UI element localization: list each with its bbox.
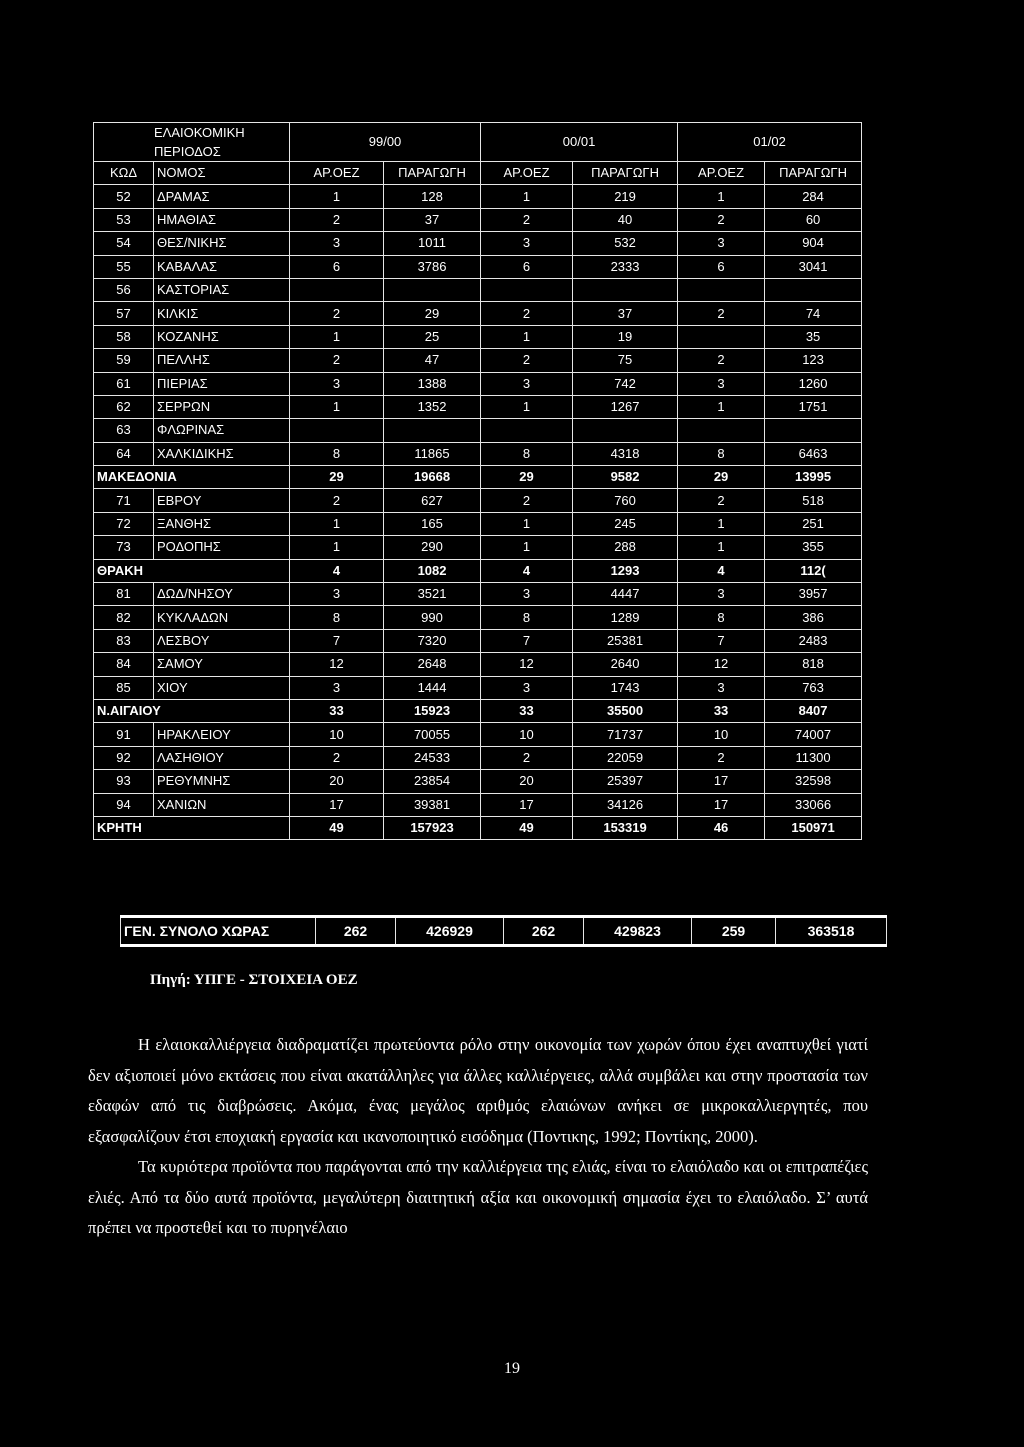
page-number: 19 bbox=[504, 1360, 520, 1377]
coops-count-cell: 10 bbox=[678, 723, 765, 746]
prefecture-name: ΠΕΛΛΗΣ bbox=[154, 349, 290, 372]
production-cell: 518 bbox=[765, 489, 862, 512]
coops-count-cell: 17 bbox=[678, 770, 765, 793]
coops-count-cell: 3 bbox=[678, 372, 765, 395]
table-row bbox=[94, 770, 862, 793]
prefecture-code: 72 bbox=[94, 512, 154, 535]
coops-count-cell: 2 bbox=[290, 746, 384, 769]
coops-count-cell: 2 bbox=[481, 208, 573, 231]
coops-count-cell: 1 bbox=[481, 512, 573, 535]
prefecture-code: 52 bbox=[94, 185, 154, 208]
production-cell: 9582 bbox=[573, 466, 678, 489]
table-row bbox=[94, 746, 862, 769]
production-cell: 1444 bbox=[384, 676, 481, 699]
production-cell: 37 bbox=[573, 302, 678, 325]
production-cell: 818 bbox=[765, 653, 862, 676]
production-cell: 19668 bbox=[384, 466, 481, 489]
col-header-coops-1: ΑΡ.ΟΕΖ bbox=[290, 162, 384, 185]
coops-count-cell: 2 bbox=[678, 746, 765, 769]
prefecture-name: ΕΒΡΟΥ bbox=[154, 489, 290, 512]
coops-count-cell: 3 bbox=[481, 583, 573, 606]
grand-total-value: 262 bbox=[504, 917, 584, 946]
production-cell: 22059 bbox=[573, 746, 678, 769]
prefecture-name: ΘΕΣ/ΝΙΚΗΣ bbox=[154, 232, 290, 255]
coops-count-cell: 6 bbox=[290, 255, 384, 278]
region-subtotal-row bbox=[94, 699, 862, 722]
table-source-note: Πηγή: ΥΠΓΕ - ΣΤΟΙΧΕΙΑ ΟΕΖ bbox=[150, 972, 358, 988]
table-row bbox=[94, 419, 862, 442]
coops-count-cell: 2 bbox=[290, 349, 384, 372]
prefecture-name: ΚΙΛΚΙΣ bbox=[154, 302, 290, 325]
grand-total-value: 363518 bbox=[776, 917, 887, 946]
prefecture-code: 64 bbox=[94, 442, 154, 465]
coops-count-cell bbox=[678, 325, 765, 348]
production-cell: 288 bbox=[573, 536, 678, 559]
prefecture-code: 55 bbox=[94, 255, 154, 278]
coops-count-cell: 4 bbox=[481, 559, 573, 582]
coops-count-cell: 2 bbox=[678, 489, 765, 512]
coops-count-cell: 12 bbox=[290, 653, 384, 676]
production-cell: 11865 bbox=[384, 442, 481, 465]
coops-count-cell: 4 bbox=[678, 559, 765, 582]
table-row bbox=[94, 606, 862, 629]
table-row bbox=[94, 232, 862, 255]
table-row bbox=[94, 536, 862, 559]
coops-count-cell: 7 bbox=[678, 629, 765, 652]
production-cell: 760 bbox=[573, 489, 678, 512]
region-subtotal-row bbox=[94, 559, 862, 582]
coops-count-cell: 8 bbox=[678, 442, 765, 465]
col-header-prefecture: ΝΟΜΟΣ bbox=[154, 162, 290, 185]
coops-count-cell: 1 bbox=[678, 536, 765, 559]
prefecture-code: 91 bbox=[94, 723, 154, 746]
prefecture-name: ΧΑΛΚΙΔΙΚΗΣ bbox=[154, 442, 290, 465]
production-cell: 153319 bbox=[573, 816, 678, 839]
production-cell: 904 bbox=[765, 232, 862, 255]
coops-count-cell: 20 bbox=[481, 770, 573, 793]
production-cell: 3521 bbox=[384, 583, 481, 606]
table-row bbox=[94, 629, 862, 652]
production-cell: 165 bbox=[384, 512, 481, 535]
coops-count-cell: 3 bbox=[481, 372, 573, 395]
coops-count-cell: 1 bbox=[290, 185, 384, 208]
col-header-production-2: ΠΑΡΑΓΩΓΗ bbox=[573, 162, 678, 185]
production-cell: 15923 bbox=[384, 699, 481, 722]
prefecture-code: 84 bbox=[94, 653, 154, 676]
coops-count-cell bbox=[290, 419, 384, 442]
production-cell: 386 bbox=[765, 606, 862, 629]
coops-count-cell: 2 bbox=[481, 489, 573, 512]
coops-count-cell: 1 bbox=[481, 536, 573, 559]
prefecture-name: ΛΑΣΗΘΙΟΥ bbox=[154, 746, 290, 769]
olive-coop-table-wrapper bbox=[93, 122, 861, 840]
production-cell: 7320 bbox=[384, 629, 481, 652]
production-cell: 2483 bbox=[765, 629, 862, 652]
production-cell: 355 bbox=[765, 536, 862, 559]
production-cell: 33066 bbox=[765, 793, 862, 816]
coops-count-cell: 29 bbox=[481, 466, 573, 489]
production-cell: 219 bbox=[573, 185, 678, 208]
coops-count-cell: 10 bbox=[290, 723, 384, 746]
coops-count-cell: 3 bbox=[678, 232, 765, 255]
grand-total-table bbox=[120, 915, 887, 947]
production-cell: 25397 bbox=[573, 770, 678, 793]
coops-count-cell: 3 bbox=[290, 676, 384, 699]
production-cell bbox=[765, 278, 862, 301]
production-cell: 532 bbox=[573, 232, 678, 255]
production-cell: 1388 bbox=[384, 372, 481, 395]
production-cell: 71737 bbox=[573, 723, 678, 746]
production-cell: 23854 bbox=[384, 770, 481, 793]
coops-count-cell bbox=[678, 278, 765, 301]
col-header-code: ΚΩΔ bbox=[94, 162, 154, 185]
prefecture-name: ΡΟΔΟΠΗΣ bbox=[154, 536, 290, 559]
coops-count-cell: 2 bbox=[481, 746, 573, 769]
grand-total-label: ΓΕΝ. ΣΥΝΟΛΟ ΧΩΡΑΣ bbox=[121, 917, 316, 946]
coops-count-cell: 7 bbox=[290, 629, 384, 652]
production-cell: 157923 bbox=[384, 816, 481, 839]
prefecture-name: ΛΕΣΒΟΥ bbox=[154, 629, 290, 652]
coops-count-cell: 29 bbox=[290, 466, 384, 489]
prefecture-code: 82 bbox=[94, 606, 154, 629]
table-row bbox=[94, 255, 862, 278]
prefecture-code: 58 bbox=[94, 325, 154, 348]
coops-count-cell: 20 bbox=[290, 770, 384, 793]
prefecture-name: ΚΥΚΛΑΔΩΝ bbox=[154, 606, 290, 629]
production-cell: 150971 bbox=[765, 816, 862, 839]
coops-count-cell: 6 bbox=[678, 255, 765, 278]
production-cell: 1352 bbox=[384, 395, 481, 418]
prefecture-code: 59 bbox=[94, 349, 154, 372]
coops-count-cell: 1 bbox=[678, 395, 765, 418]
prefecture-name: ΧΙΟΥ bbox=[154, 676, 290, 699]
production-cell: 2333 bbox=[573, 255, 678, 278]
production-cell: 24533 bbox=[384, 746, 481, 769]
table-row bbox=[94, 372, 862, 395]
production-cell: 1289 bbox=[573, 606, 678, 629]
table-row bbox=[94, 278, 862, 301]
coops-count-cell: 10 bbox=[481, 723, 573, 746]
production-cell: 245 bbox=[573, 512, 678, 535]
production-cell: 1751 bbox=[765, 395, 862, 418]
production-cell: 284 bbox=[765, 185, 862, 208]
prefecture-code: 83 bbox=[94, 629, 154, 652]
coops-count-cell: 49 bbox=[290, 816, 384, 839]
coops-count-cell: 3 bbox=[678, 583, 765, 606]
prefecture-code: 71 bbox=[94, 489, 154, 512]
production-cell bbox=[573, 278, 678, 301]
coops-count-cell: 1 bbox=[678, 185, 765, 208]
body-text bbox=[88, 1030, 868, 1244]
coops-count-cell: 3 bbox=[678, 676, 765, 699]
production-cell: 251 bbox=[765, 512, 862, 535]
col-header-coops-2: ΑΡ.ΟΕΖ bbox=[481, 162, 573, 185]
coops-count-cell: 1 bbox=[290, 325, 384, 348]
production-cell: 25 bbox=[384, 325, 481, 348]
production-cell: 8407 bbox=[765, 699, 862, 722]
coops-count-cell: 2 bbox=[290, 489, 384, 512]
production-cell: 1267 bbox=[573, 395, 678, 418]
prefecture-code: 57 bbox=[94, 302, 154, 325]
prefecture-code: 61 bbox=[94, 372, 154, 395]
coops-count-cell: 2 bbox=[481, 302, 573, 325]
paragraph-1: Η ελαιοκαλλιέργεια διαδραματίζει πρωτεύοντα ρόλο στην οικονομία των χωρών όπου έχει αναπτυχθεί γιατί δεν αξιοποιεί μόνο εκτάσεις που είναι ακατάλληλες για άλλες καλλιέργειες, αλλά συμβάλει και στην προστασία των εδαφών από τις διαβρώσεις. Ακόμα, ένας μεγάλος αριθμός ελαιώνων ανήκει σε μικροκαλλιεργητές, που εξασφαλίζουν έτσι εποχιακή εργασία και ικανοποιητικό εισόδημα (Ποντικης, 1992; Ποντίκης, 2000). bbox=[88, 1035, 868, 1146]
col-header-production-3: ΠΑΡΑΓΩΓΗ bbox=[765, 162, 862, 185]
production-cell: 290 bbox=[384, 536, 481, 559]
production-cell: 2640 bbox=[573, 653, 678, 676]
grand-total-value: 429823 bbox=[584, 917, 692, 946]
production-cell: 60 bbox=[765, 208, 862, 231]
prefecture-code: 54 bbox=[94, 232, 154, 255]
coops-count-cell: 49 bbox=[481, 816, 573, 839]
region-subtotal-row bbox=[94, 816, 862, 839]
coops-count-cell: 3 bbox=[481, 232, 573, 255]
coops-count-cell: 2 bbox=[290, 208, 384, 231]
production-cell: 74007 bbox=[765, 723, 862, 746]
coops-count-cell: 33 bbox=[481, 699, 573, 722]
coops-count-cell: 2 bbox=[678, 302, 765, 325]
coops-count-cell: 3 bbox=[290, 372, 384, 395]
coops-count-cell bbox=[481, 278, 573, 301]
production-cell: 1293 bbox=[573, 559, 678, 582]
prefecture-code: 85 bbox=[94, 676, 154, 699]
prefecture-name: ΗΡΑΚΛΕΙΟΥ bbox=[154, 723, 290, 746]
table-title-line1: ΕΛΑΙΟΚΟΜΙΚΗ bbox=[154, 125, 245, 140]
prefecture-name: ΡΕΘΥΜΝΗΣ bbox=[154, 770, 290, 793]
production-cell: 29 bbox=[384, 302, 481, 325]
production-cell: 39381 bbox=[384, 793, 481, 816]
table-row bbox=[94, 349, 862, 372]
table-row bbox=[94, 442, 862, 465]
region-name: ΚΡΗΤΗ bbox=[94, 816, 290, 839]
coops-count-cell: 1 bbox=[290, 395, 384, 418]
coops-count-cell bbox=[290, 278, 384, 301]
prefecture-code: 63 bbox=[94, 419, 154, 442]
col-header-coops-3: ΑΡ.ΟΕΖ bbox=[678, 162, 765, 185]
production-cell: 40 bbox=[573, 208, 678, 231]
coops-count-cell: 8 bbox=[678, 606, 765, 629]
production-cell: 3957 bbox=[765, 583, 862, 606]
prefecture-code: 62 bbox=[94, 395, 154, 418]
production-cell: 34126 bbox=[573, 793, 678, 816]
production-cell: 1082 bbox=[384, 559, 481, 582]
prefecture-name: ΣΑΜΟΥ bbox=[154, 653, 290, 676]
col-header-production-1: ΠΑΡΑΓΩΓΗ bbox=[384, 162, 481, 185]
coops-count-cell: 1 bbox=[290, 512, 384, 535]
prefecture-code: 56 bbox=[94, 278, 154, 301]
production-cell: 70055 bbox=[384, 723, 481, 746]
table-row bbox=[94, 793, 862, 816]
production-cell: 1011 bbox=[384, 232, 481, 255]
production-cell: 74 bbox=[765, 302, 862, 325]
period-header-2: 00/01 bbox=[481, 123, 678, 162]
prefecture-name: ΚΑΣΤΟΡΙΑΣ bbox=[154, 278, 290, 301]
prefecture-code: 93 bbox=[94, 770, 154, 793]
prefecture-code: 81 bbox=[94, 583, 154, 606]
table-row bbox=[94, 723, 862, 746]
grand-total-value: 426929 bbox=[396, 917, 504, 946]
production-cell: 128 bbox=[384, 185, 481, 208]
prefecture-name: ΧΑΝΙΩΝ bbox=[154, 793, 290, 816]
prefecture-name: ΚΟΖΑΝΗΣ bbox=[154, 325, 290, 348]
table-header-row-periods bbox=[94, 123, 862, 162]
prefecture-name: ΦΛΩΡΙΝΑΣ bbox=[154, 419, 290, 442]
table-row bbox=[94, 676, 862, 699]
production-cell: 4447 bbox=[573, 583, 678, 606]
paragraph-2: Τα κυριότερα προϊόντα που παράγονται από την καλλιέργεια της ελιάς, είναι το ελαιόλαδο και οι επιτραπέζιες ελιές. Από τα δύο αυτά προϊόντα, μεγαλύτερη διαιτητική αξία και οικονομική σημασία έχει το ελαιόλαδο. Σ’ αυτά πρέπει να προστεθεί και το πυρηνέλαιο bbox=[88, 1157, 868, 1237]
production-cell: 1743 bbox=[573, 676, 678, 699]
production-cell: 47 bbox=[384, 349, 481, 372]
production-cell: 35 bbox=[765, 325, 862, 348]
coops-count-cell: 8 bbox=[481, 606, 573, 629]
prefecture-name: ΗΜΑΘΙΑΣ bbox=[154, 208, 290, 231]
coops-count-cell: 33 bbox=[678, 699, 765, 722]
table-row bbox=[94, 583, 862, 606]
production-cell bbox=[573, 419, 678, 442]
table-row bbox=[94, 395, 862, 418]
production-cell: 13995 bbox=[765, 466, 862, 489]
coops-count-cell bbox=[678, 419, 765, 442]
coops-count-cell: 1 bbox=[678, 512, 765, 535]
production-cell: 1260 bbox=[765, 372, 862, 395]
production-cell: 742 bbox=[573, 372, 678, 395]
coops-count-cell: 3 bbox=[290, 232, 384, 255]
production-cell bbox=[384, 419, 481, 442]
coops-count-cell: 6 bbox=[481, 255, 573, 278]
production-cell: 6463 bbox=[765, 442, 862, 465]
coops-count-cell: 4 bbox=[290, 559, 384, 582]
production-cell: 4318 bbox=[573, 442, 678, 465]
prefecture-name: ΔΩΔ/ΝΗΣΟΥ bbox=[154, 583, 290, 606]
production-cell: 11300 bbox=[765, 746, 862, 769]
grand-total-value: 259 bbox=[692, 917, 776, 946]
production-cell: 3041 bbox=[765, 255, 862, 278]
coops-count-cell: 8 bbox=[481, 442, 573, 465]
region-subtotal-row bbox=[94, 466, 862, 489]
table-row bbox=[94, 653, 862, 676]
prefecture-code: 53 bbox=[94, 208, 154, 231]
production-cell: 112( bbox=[765, 559, 862, 582]
coops-count-cell: 2 bbox=[678, 349, 765, 372]
production-cell: 990 bbox=[384, 606, 481, 629]
region-name: Ν.ΑΙΓΑΙΟΥ bbox=[94, 699, 290, 722]
coops-count-cell: 46 bbox=[678, 816, 765, 839]
prefecture-name: ΚΑΒΑΛΑΣ bbox=[154, 255, 290, 278]
table-body bbox=[94, 185, 862, 840]
table-row bbox=[94, 208, 862, 231]
table-title-cell bbox=[94, 123, 290, 162]
production-cell: 3786 bbox=[384, 255, 481, 278]
table-row bbox=[94, 512, 862, 535]
production-cell bbox=[384, 278, 481, 301]
coops-count-cell: 12 bbox=[481, 653, 573, 676]
production-cell: 763 bbox=[765, 676, 862, 699]
coops-count-cell: 2 bbox=[678, 208, 765, 231]
coops-count-cell: 1 bbox=[481, 395, 573, 418]
coops-count-cell: 17 bbox=[678, 793, 765, 816]
prefecture-code: 94 bbox=[94, 793, 154, 816]
prefecture-code: 73 bbox=[94, 536, 154, 559]
production-cell: 32598 bbox=[765, 770, 862, 793]
coops-count-cell: 8 bbox=[290, 606, 384, 629]
grand-total-value: 262 bbox=[316, 917, 396, 946]
coops-count-cell: 1 bbox=[481, 325, 573, 348]
coops-count-cell: 17 bbox=[290, 793, 384, 816]
period-header-3: 01/02 bbox=[678, 123, 862, 162]
coops-count-cell: 7 bbox=[481, 629, 573, 652]
coops-count-cell: 17 bbox=[481, 793, 573, 816]
coops-count-cell: 3 bbox=[481, 676, 573, 699]
table-row bbox=[94, 185, 862, 208]
production-cell: 37 bbox=[384, 208, 481, 231]
prefecture-name: ΔΡΑΜΑΣ bbox=[154, 185, 290, 208]
coops-count-cell: 29 bbox=[678, 466, 765, 489]
prefecture-name: ΞΑΝΘΗΣ bbox=[154, 512, 290, 535]
production-cell: 19 bbox=[573, 325, 678, 348]
table-row bbox=[94, 302, 862, 325]
coops-count-cell bbox=[481, 419, 573, 442]
grand-total-row bbox=[121, 917, 887, 946]
table-row bbox=[94, 325, 862, 348]
table-row bbox=[94, 489, 862, 512]
coops-count-cell: 12 bbox=[678, 653, 765, 676]
table-header-row-columns bbox=[94, 162, 862, 185]
production-cell: 35500 bbox=[573, 699, 678, 722]
coops-count-cell: 1 bbox=[290, 536, 384, 559]
region-name: ΘΡΑΚΗ bbox=[94, 559, 290, 582]
olive-coop-table bbox=[93, 122, 862, 840]
production-cell: 75 bbox=[573, 349, 678, 372]
production-cell: 123 bbox=[765, 349, 862, 372]
coops-count-cell: 1 bbox=[481, 185, 573, 208]
production-cell: 627 bbox=[384, 489, 481, 512]
coops-count-cell: 8 bbox=[290, 442, 384, 465]
coops-count-cell: 2 bbox=[290, 302, 384, 325]
prefecture-name: ΣΕΡΡΩΝ bbox=[154, 395, 290, 418]
coops-count-cell: 3 bbox=[290, 583, 384, 606]
region-name: ΜΑΚΕΔΟΝΙΑ bbox=[94, 466, 290, 489]
production-cell: 2648 bbox=[384, 653, 481, 676]
production-cell: 25381 bbox=[573, 629, 678, 652]
grand-total-wrapper bbox=[120, 915, 886, 947]
coops-count-cell: 2 bbox=[481, 349, 573, 372]
period-header-1: 99/00 bbox=[290, 123, 481, 162]
coops-count-cell: 33 bbox=[290, 699, 384, 722]
prefecture-name: ΠΙΕΡΙΑΣ bbox=[154, 372, 290, 395]
table-title-line2: ΠΕΡΙΟΔΟΣ bbox=[154, 144, 221, 159]
production-cell bbox=[765, 419, 862, 442]
prefecture-code: 92 bbox=[94, 746, 154, 769]
